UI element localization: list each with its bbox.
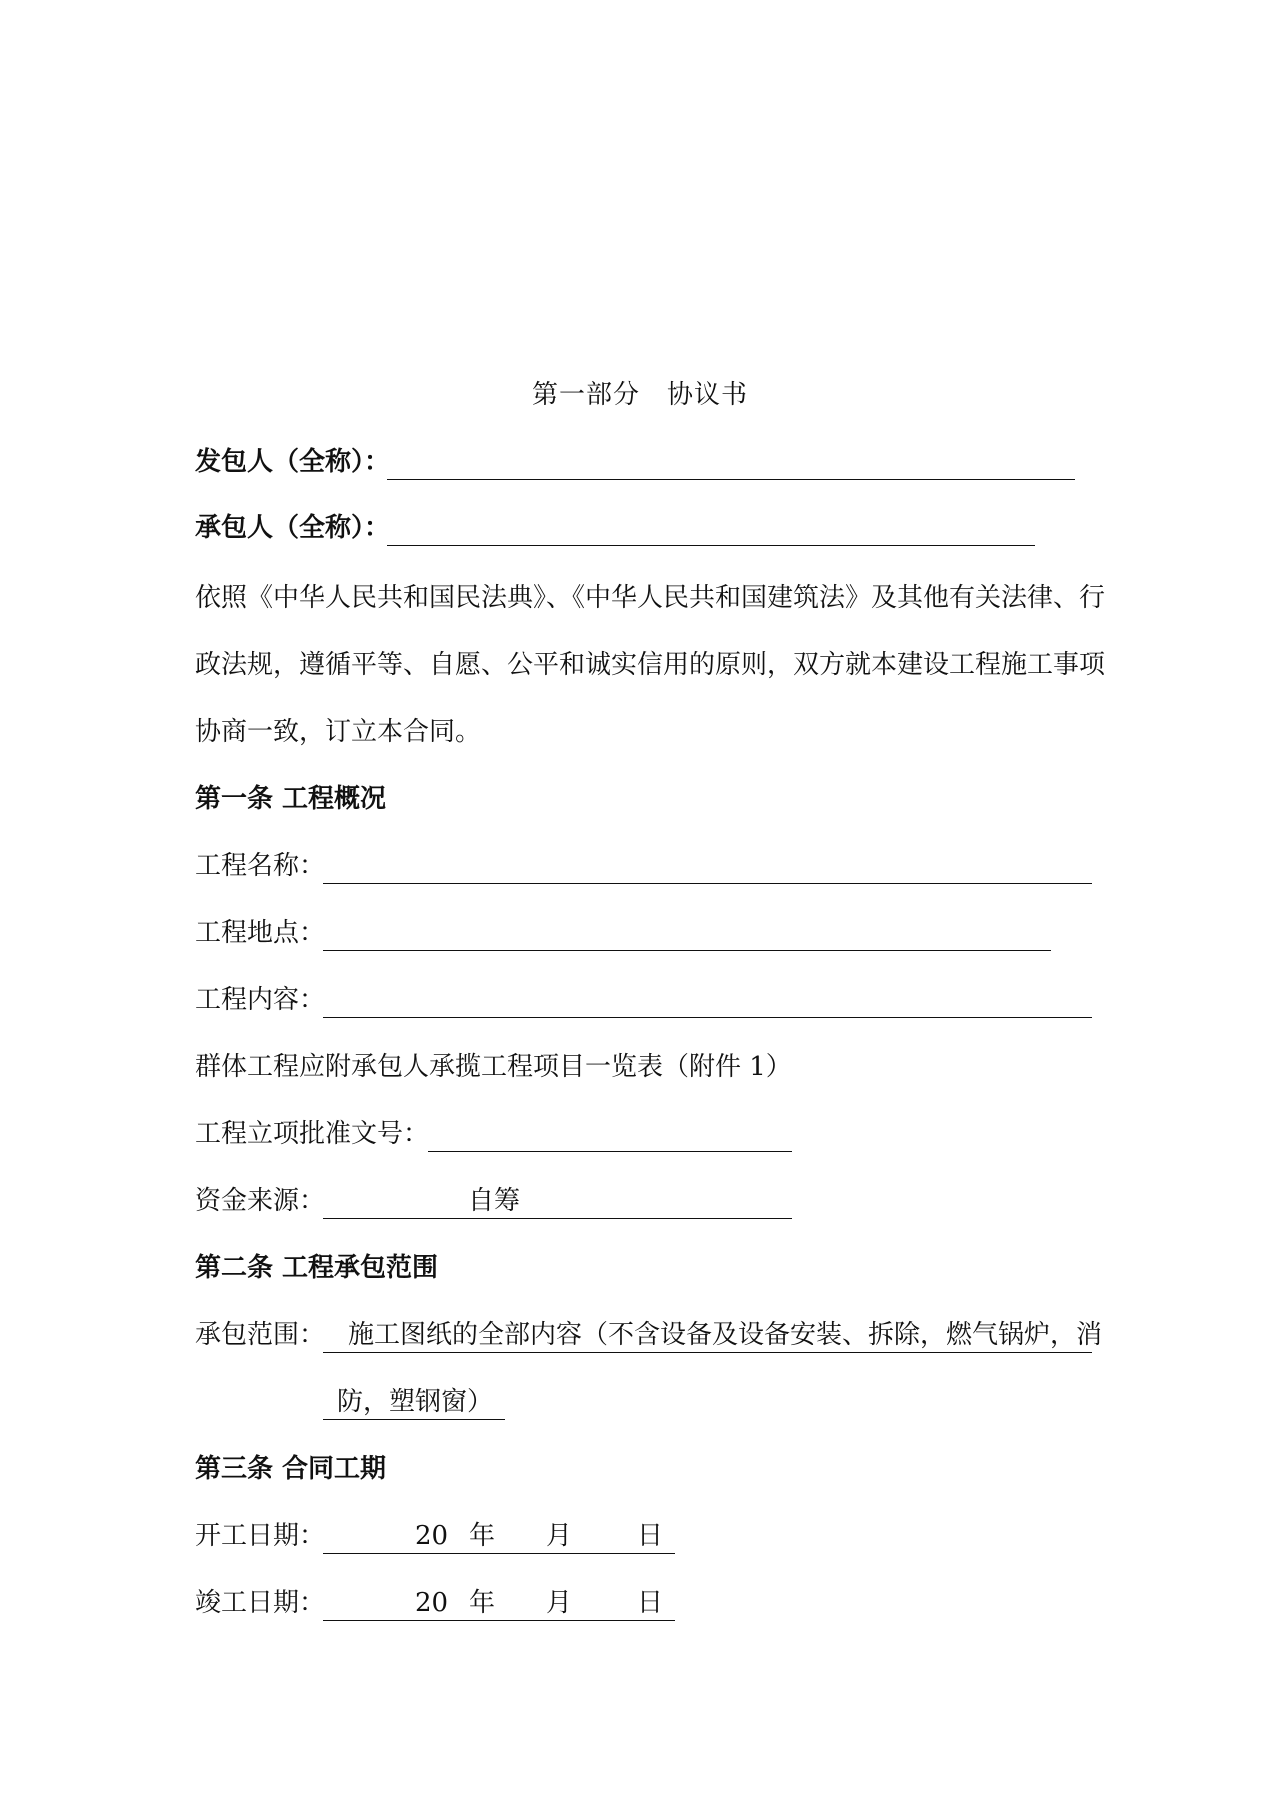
scope-text-line1: 施工图纸的全部内容（不含设备及设备安装、拆除，燃气锅炉，消 <box>348 1320 1103 1350</box>
funding-source-label: 资金来源： <box>195 1186 326 1216</box>
end-date-label: 竣工日期： <box>195 1588 326 1618</box>
contractor-label: 承包人（全称）： <box>195 513 391 543</box>
funding-source-value: 自筹 <box>468 1186 521 1216</box>
funding-source-field[interactable] <box>323 1184 792 1219</box>
project-content-label: 工程内容： <box>195 985 326 1015</box>
start-date-label: 开工日期： <box>195 1521 326 1551</box>
start-day-label: 日 <box>637 1521 664 1551</box>
employer-name-field[interactable] <box>387 445 1075 480</box>
start-month-label: 月 <box>546 1521 573 1551</box>
start-year-prefix: 20 <box>415 1521 449 1551</box>
scope-text-line2: 防，塑钢窗） <box>337 1387 494 1417</box>
intro-line: 政法规，遵循平等、自愿、公平和诚实信用的原则，双方就本建设工程施工事项 <box>195 650 1106 680</box>
contractor-name-field[interactable] <box>387 511 1035 546</box>
scope-label: 承包范围： <box>195 1320 326 1350</box>
employer-label: 发包人（全称）： <box>195 447 391 477</box>
group-project-note: 群体工程应附承包人承揽工程项目一览表（附件 1） <box>195 1052 792 1082</box>
end-year-label: 年 <box>469 1588 496 1618</box>
article3-heading: 第三条 合同工期 <box>195 1454 387 1484</box>
page-title: 第一部分 协议书 <box>531 380 748 410</box>
project-name-field[interactable] <box>323 849 1092 884</box>
project-name-label: 工程名称： <box>195 851 326 881</box>
intro-paragraph <box>195 565 1106 766</box>
start-date-field[interactable] <box>323 1519 675 1554</box>
project-location-field[interactable] <box>323 916 1051 951</box>
project-location-label: 工程地点： <box>195 918 326 948</box>
start-year-label: 年 <box>469 1521 496 1551</box>
approval-number-label: 工程立项批准文号： <box>195 1119 430 1149</box>
intro-line: 协商一致，订立本合同。 <box>195 717 482 747</box>
end-year-prefix: 20 <box>415 1588 449 1618</box>
intro-line: 依照《中华人民共和国民法典》、《中华人民共和国建筑法》及其他有关法律、行 <box>195 583 1106 613</box>
end-date-field[interactable] <box>323 1586 675 1621</box>
article1-heading: 第一条 工程概况 <box>195 784 387 814</box>
end-month-label: 月 <box>546 1588 573 1618</box>
end-day-label: 日 <box>637 1588 664 1618</box>
approval-number-field[interactable] <box>428 1117 792 1152</box>
article2-heading: 第二条 工程承包范围 <box>195 1253 439 1283</box>
project-content-field[interactable] <box>323 983 1092 1018</box>
